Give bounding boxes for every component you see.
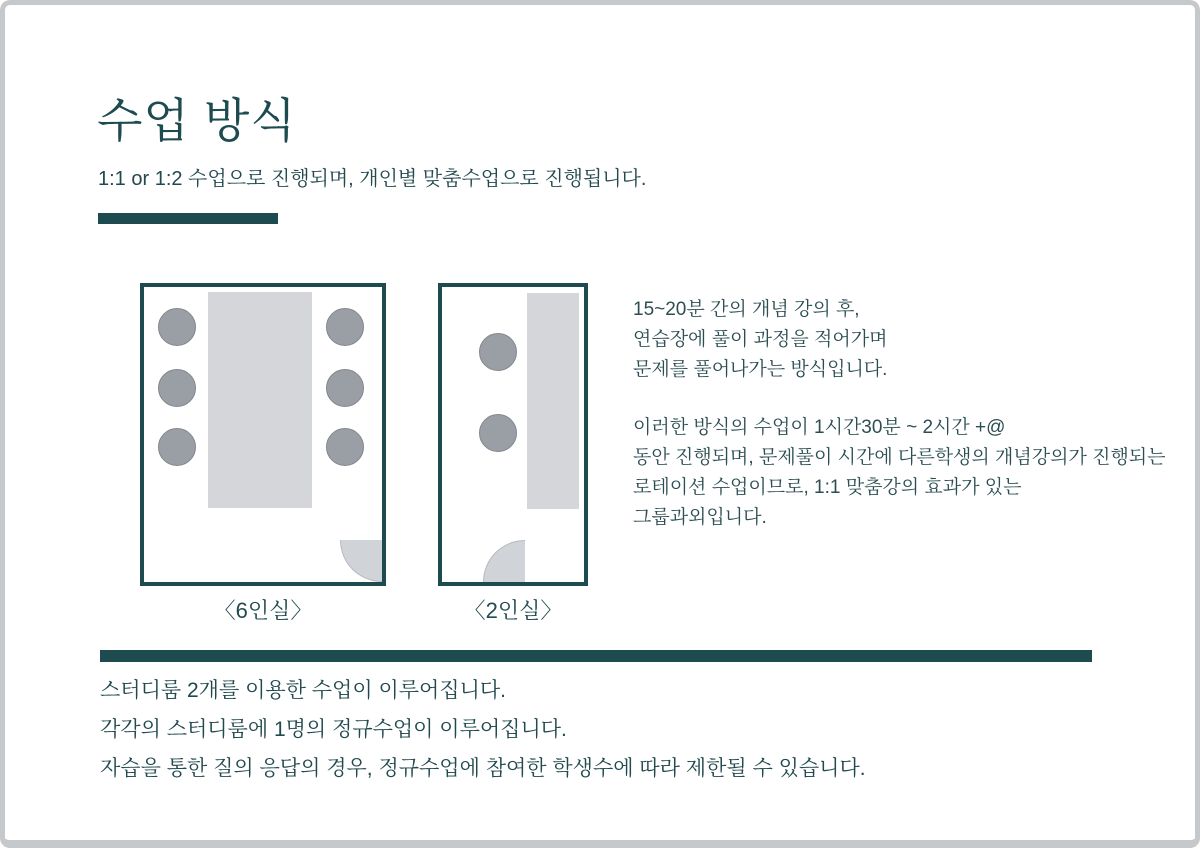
seat-circle — [479, 414, 517, 452]
section-divider-bar — [100, 650, 1092, 662]
description-line: 문제를 풀어나가는 방식입니다. — [633, 359, 888, 380]
description-line: 연습장에 풀이 과정을 적어가며 — [633, 329, 888, 350]
page-title: 수업 방식 — [97, 94, 297, 147]
door-arc — [340, 540, 382, 582]
door-arc — [483, 540, 525, 582]
accent-underline-bar — [98, 213, 278, 224]
seat-circle — [479, 333, 517, 371]
room-diagram-2person — [438, 283, 588, 586]
seat-circle — [326, 369, 364, 407]
table-shape — [527, 293, 579, 509]
seat-circle — [326, 428, 364, 466]
description-paragraph-1 — [633, 295, 1166, 385]
footer-text-block — [100, 671, 866, 788]
description-line: 15~20분 간의 개념 강의 후, — [633, 299, 860, 320]
seat-circle — [158, 428, 196, 466]
table-shape — [208, 292, 312, 508]
description-block — [633, 295, 1166, 533]
seat-circle — [158, 369, 196, 407]
footer-line: 자습을 통한 질의 응답의 경우, 정규수업에 참여한 학생수에 따라 제한될 수 있습니다. — [100, 757, 866, 780]
room-label-6person: 〈6인실〉 — [213, 598, 313, 623]
footer-line: 각각의 스터디룸에 1명의 정규수업이 이루어집니다. — [100, 718, 567, 741]
subtitle-text: 1:1 or 1:2 수업으로 진행되며, 개인별 맞춤수업으로 진행됩니다. — [98, 168, 647, 190]
seat-circle — [326, 308, 364, 346]
description-line: 이러한 방식의 수업이 1시간30분 ~ 2시간 +@ — [633, 417, 1006, 438]
description-line: 동안 진행되며, 문제풀이 시간에 다른학생의 개념강의가 진행되는 — [633, 447, 1166, 468]
description-line: 그룹과외입니다. — [633, 507, 767, 528]
room-diagram-6person — [140, 283, 386, 586]
description-paragraph-2 — [633, 413, 1166, 533]
room-label-2person: 〈2인실〉 — [463, 598, 563, 623]
footer-line: 스터디룸 2개를 이용한 수업이 이루어집니다. — [100, 679, 506, 702]
seat-circle — [158, 308, 196, 346]
description-line: 로테이션 수업이므로, 1:1 맞춤강의 효과가 있는 — [633, 477, 1022, 498]
